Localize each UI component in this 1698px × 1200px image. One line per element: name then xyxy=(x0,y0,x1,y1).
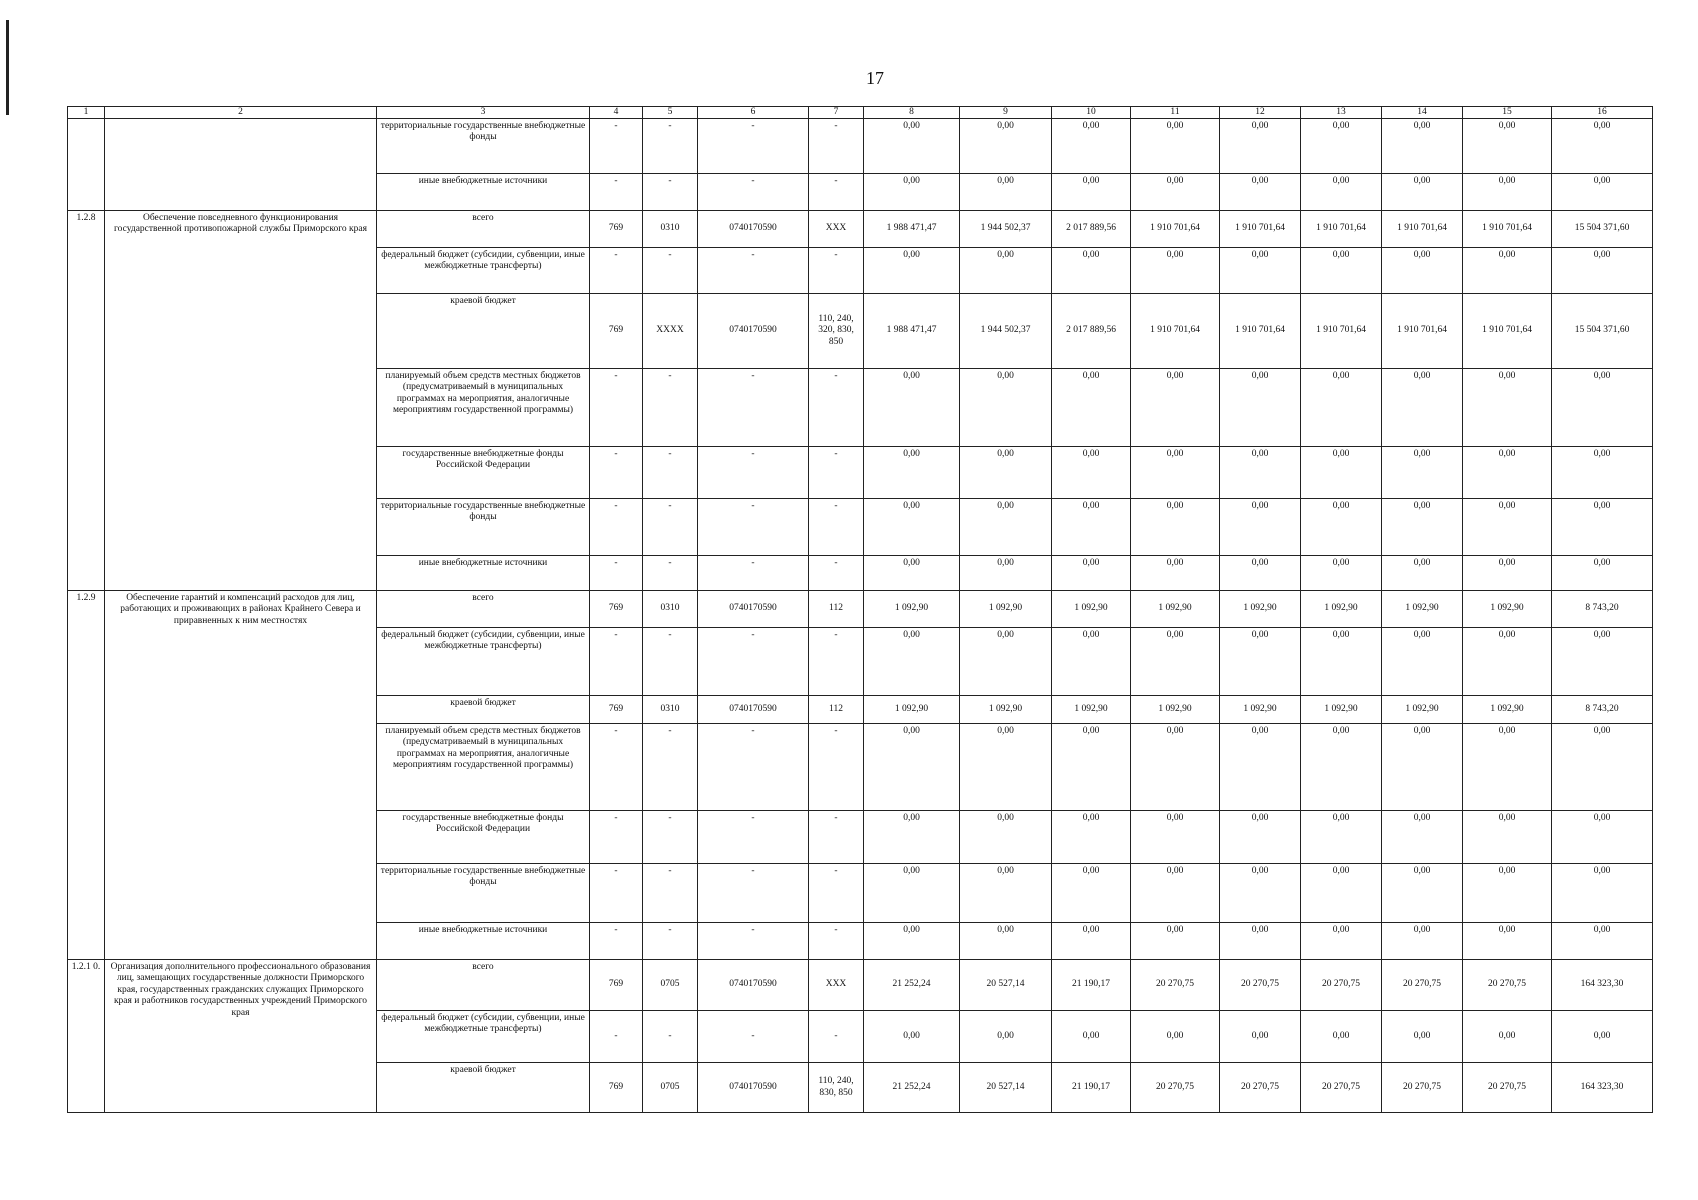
section-code: - xyxy=(643,864,698,923)
funding-source: всего xyxy=(377,211,590,248)
expense-type-code: - xyxy=(809,369,864,447)
amount-cell: 0,00 xyxy=(1220,119,1301,174)
amount-cell: 0,00 xyxy=(864,923,960,960)
target-article-code: 0740170590 xyxy=(698,294,809,369)
amount-cell: 0,00 xyxy=(1552,248,1653,294)
amount-cell: 20 270,75 xyxy=(1220,960,1301,1011)
amount-cell: 0,00 xyxy=(1301,923,1382,960)
amount-cell: 2 017 889,56 xyxy=(1052,211,1131,248)
amount-cell: 0,00 xyxy=(1131,811,1220,864)
amount-cell: 0,00 xyxy=(1052,1011,1131,1063)
expense-type-code: - xyxy=(809,724,864,811)
amount-cell: 0,00 xyxy=(1131,248,1220,294)
amount-cell: 0,00 xyxy=(1463,369,1552,447)
section-code: 0310 xyxy=(643,211,698,248)
section-code: - xyxy=(643,447,698,499)
target-article-code: - xyxy=(698,499,809,556)
amount-cell: 1 910 701,64 xyxy=(1301,294,1382,369)
amount-cell: 0,00 xyxy=(1552,628,1653,696)
amount-cell: 0,00 xyxy=(1052,248,1131,294)
section-code: - xyxy=(643,724,698,811)
amount-cell: 20 270,75 xyxy=(1131,1063,1220,1113)
amount-cell: 8 743,20 xyxy=(1552,591,1653,628)
amount-cell: 21 190,17 xyxy=(1052,960,1131,1011)
amount-cell: 0,00 xyxy=(1463,923,1552,960)
amount-cell: 0,00 xyxy=(1301,724,1382,811)
section-code: - xyxy=(643,499,698,556)
amount-cell: 1 092,90 xyxy=(1301,591,1382,628)
amount-cell: 15 504 371,60 xyxy=(1552,211,1653,248)
amount-cell: 0,00 xyxy=(1382,811,1463,864)
grbs-code: 769 xyxy=(590,211,643,248)
measure-number: 1.2.1 0. xyxy=(68,960,105,1113)
amount-cell: 1 910 701,64 xyxy=(1131,294,1220,369)
amount-cell: 0,00 xyxy=(1301,1011,1382,1063)
expense-type-code: 110, 240, 320, 830, 850 xyxy=(809,294,864,369)
amount-cell: 0,00 xyxy=(864,628,960,696)
amount-cell: 0,00 xyxy=(864,724,960,811)
amount-cell: 20 270,75 xyxy=(1463,960,1552,1011)
grbs-code: - xyxy=(590,811,643,864)
amount-cell: 0,00 xyxy=(864,174,960,211)
table-body xyxy=(68,119,1653,1113)
section-code: - xyxy=(643,248,698,294)
section-code: - xyxy=(643,369,698,447)
amount-cell: 1 092,90 xyxy=(1131,696,1220,724)
grbs-code: 769 xyxy=(590,591,643,628)
amount-cell: 164 323,30 xyxy=(1552,1063,1653,1113)
funding-source: государственные внебюджетные фонды Российской Федерации xyxy=(377,811,590,864)
amount-cell: 1 092,90 xyxy=(960,591,1052,628)
amount-cell: 0,00 xyxy=(1552,556,1653,591)
amount-cell: 1 092,90 xyxy=(864,591,960,628)
column-number-8: 8 xyxy=(864,107,960,119)
amount-cell: 0,00 xyxy=(1382,174,1463,211)
amount-cell: 1 092,90 xyxy=(1463,591,1552,628)
amount-cell: 0,00 xyxy=(1301,369,1382,447)
amount-cell: 0,00 xyxy=(960,1011,1052,1063)
target-article-code: - xyxy=(698,1011,809,1063)
amount-cell: 0,00 xyxy=(1301,864,1382,923)
table-row xyxy=(68,119,1653,174)
amount-cell: 0,00 xyxy=(1382,864,1463,923)
section-code: 0705 xyxy=(643,960,698,1011)
target-article-code: - xyxy=(698,447,809,499)
amount-cell: 0,00 xyxy=(960,628,1052,696)
amount-cell: 0,00 xyxy=(1552,499,1653,556)
amount-cell: 0,00 xyxy=(1463,811,1552,864)
expense-type-code: - xyxy=(809,1011,864,1063)
amount-cell: 21 190,17 xyxy=(1052,1063,1131,1113)
grbs-code: 769 xyxy=(590,1063,643,1113)
amount-cell: 0,00 xyxy=(1463,119,1552,174)
section-code: - xyxy=(643,174,698,211)
amount-cell: 0,00 xyxy=(864,369,960,447)
amount-cell: 0,00 xyxy=(1052,556,1131,591)
amount-cell: 1 910 701,64 xyxy=(1220,211,1301,248)
target-article-code: - xyxy=(698,724,809,811)
amount-cell: 0,00 xyxy=(1220,248,1301,294)
grbs-code: - xyxy=(590,628,643,696)
funding-source: иные внебюджетные источники xyxy=(377,174,590,211)
section-code: 0310 xyxy=(643,696,698,724)
amount-cell: 1 092,90 xyxy=(864,696,960,724)
budget-table xyxy=(67,106,1653,1113)
funding-source: территориальные государственные внебюджетные фонды xyxy=(377,499,590,556)
measure-name: Обеспечение повседневного функционирования государственной противопожарной службы Приморского края xyxy=(105,211,377,591)
funding-source: краевой бюджет xyxy=(377,294,590,369)
amount-cell: 0,00 xyxy=(1382,628,1463,696)
funding-source: территориальные государственные внебюджетные фонды xyxy=(377,864,590,923)
amount-cell: 0,00 xyxy=(1463,499,1552,556)
amount-cell: 0,00 xyxy=(1052,724,1131,811)
column-number-5: 5 xyxy=(643,107,698,119)
funding-source: иные внебюджетные источники xyxy=(377,556,590,591)
column-number-11: 11 xyxy=(1131,107,1220,119)
amount-cell: 0,00 xyxy=(1382,499,1463,556)
section-code: - xyxy=(643,923,698,960)
amount-cell: 1 092,90 xyxy=(1052,591,1131,628)
amount-cell: 0,00 xyxy=(960,864,1052,923)
grbs-code: - xyxy=(590,447,643,499)
amount-cell: 0,00 xyxy=(960,248,1052,294)
target-article-code: - xyxy=(698,369,809,447)
funding-source: краевой бюджет xyxy=(377,696,590,724)
amount-cell: 0,00 xyxy=(1382,556,1463,591)
amount-cell: 0,00 xyxy=(1052,628,1131,696)
amount-cell: 0,00 xyxy=(960,811,1052,864)
expense-type-code: - xyxy=(809,174,864,211)
measure-name: Обеспечение гарантий и компенсаций расходов для лиц, работающих и проживающих в районах Крайнего Севера и приравненных к ним местностях xyxy=(105,591,377,960)
section-code: - xyxy=(643,811,698,864)
amount-cell: 1 910 701,64 xyxy=(1382,211,1463,248)
amount-cell: 0,00 xyxy=(1220,864,1301,923)
expense-type-code: XXX xyxy=(809,960,864,1011)
target-article-code: 0740170590 xyxy=(698,1063,809,1113)
amount-cell: 20 270,75 xyxy=(1301,1063,1382,1113)
amount-cell: 20 527,14 xyxy=(960,960,1052,1011)
amount-cell: 0,00 xyxy=(1131,369,1220,447)
target-article-code: - xyxy=(698,923,809,960)
grbs-code: 769 xyxy=(590,960,643,1011)
amount-cell: 0,00 xyxy=(1301,811,1382,864)
target-article-code: 0740170590 xyxy=(698,211,809,248)
amount-cell: 0,00 xyxy=(864,1011,960,1063)
expense-type-code: - xyxy=(809,499,864,556)
funding-source: федеральный бюджет (субсидии, субвенции, иные межбюджетные трансферты) xyxy=(377,628,590,696)
amount-cell: 0,00 xyxy=(1131,628,1220,696)
column-number-15: 15 xyxy=(1463,107,1552,119)
grbs-code: - xyxy=(590,556,643,591)
amount-cell: 0,00 xyxy=(1382,923,1463,960)
amount-cell: 0,00 xyxy=(1552,724,1653,811)
amount-cell: 1 910 701,64 xyxy=(1220,294,1301,369)
amount-cell: 0,00 xyxy=(1131,724,1220,811)
amount-cell: 21 252,24 xyxy=(864,960,960,1011)
amount-cell: 0,00 xyxy=(1382,447,1463,499)
page-number: 17 xyxy=(866,68,884,88)
expense-type-code: XXX xyxy=(809,211,864,248)
amount-cell: 0,00 xyxy=(1052,119,1131,174)
amount-cell: 0,00 xyxy=(1052,864,1131,923)
column-number-12: 12 xyxy=(1220,107,1301,119)
amount-cell: 0,00 xyxy=(1552,923,1653,960)
amount-cell: 0,00 xyxy=(960,119,1052,174)
amount-cell: 0,00 xyxy=(1301,556,1382,591)
target-article-code: 0740170590 xyxy=(698,591,809,628)
amount-cell: 0,00 xyxy=(1220,369,1301,447)
table-row xyxy=(68,591,1653,628)
expense-type-code: 112 xyxy=(809,696,864,724)
amount-cell: 0,00 xyxy=(960,447,1052,499)
amount-cell: 0,00 xyxy=(960,923,1052,960)
amount-cell: 164 323,30 xyxy=(1552,960,1653,1011)
column-number-1: 1 xyxy=(68,107,105,119)
amount-cell: 0,00 xyxy=(1382,119,1463,174)
grbs-code: - xyxy=(590,248,643,294)
amount-cell: 0,00 xyxy=(1052,369,1131,447)
column-number-16: 16 xyxy=(1552,107,1653,119)
grbs-code: 769 xyxy=(590,696,643,724)
amount-cell: 20 270,75 xyxy=(1301,960,1382,1011)
amount-cell: 20 270,75 xyxy=(1463,1063,1552,1113)
section-code: 0310 xyxy=(643,591,698,628)
amount-cell: 0,00 xyxy=(960,174,1052,211)
funding-source: федеральный бюджет (субсидии, субвенции, иные межбюджетные трансферты) xyxy=(377,1011,590,1063)
funding-source: планируемый объем средств местных бюджетов (предусматриваемый в муниципальных программах на мероприятия, аналогичные мероприятиям государственной программы) xyxy=(377,369,590,447)
section-code: XXXX xyxy=(643,294,698,369)
amount-cell: 20 270,75 xyxy=(1131,960,1220,1011)
target-article-code: - xyxy=(698,174,809,211)
amount-cell: 0,00 xyxy=(1301,174,1382,211)
amount-cell: 0,00 xyxy=(1131,556,1220,591)
amount-cell: 0,00 xyxy=(1382,369,1463,447)
expense-type-code: - xyxy=(809,248,864,294)
amount-cell: 0,00 xyxy=(960,499,1052,556)
amount-cell: 0,00 xyxy=(1552,174,1653,211)
amount-cell: 0,00 xyxy=(1052,923,1131,960)
target-article-code: - xyxy=(698,628,809,696)
amount-cell: 0,00 xyxy=(1220,923,1301,960)
amount-cell: 0,00 xyxy=(1552,864,1653,923)
amount-cell: 1 092,90 xyxy=(1382,696,1463,724)
amount-cell: 0,00 xyxy=(960,556,1052,591)
amount-cell: 0,00 xyxy=(1220,556,1301,591)
amount-cell: 1 988 471,47 xyxy=(864,211,960,248)
funding-source: государственные внебюджетные фонды Российской Федерации xyxy=(377,447,590,499)
column-number-14: 14 xyxy=(1382,107,1463,119)
column-number-7: 7 xyxy=(809,107,864,119)
amount-cell: 1 910 701,64 xyxy=(1463,294,1552,369)
amount-cell: 0,00 xyxy=(1552,447,1653,499)
amount-cell: 0,00 xyxy=(1463,864,1552,923)
section-code: 0705 xyxy=(643,1063,698,1113)
amount-cell: 0,00 xyxy=(864,499,960,556)
expense-type-code: 110, 240, 830, 850 xyxy=(809,1063,864,1113)
target-article-code: - xyxy=(698,864,809,923)
amount-cell: 1 092,90 xyxy=(1463,696,1552,724)
amount-cell: 0,00 xyxy=(1220,174,1301,211)
section-code: - xyxy=(643,556,698,591)
amount-cell: 0,00 xyxy=(864,556,960,591)
grbs-code: - xyxy=(590,369,643,447)
section-code: - xyxy=(643,119,698,174)
measure-number xyxy=(68,119,105,211)
amount-cell: 0,00 xyxy=(1220,499,1301,556)
amount-cell: 1 910 701,64 xyxy=(1131,211,1220,248)
amount-cell: 1 910 701,64 xyxy=(1301,211,1382,248)
amount-cell: 1 910 701,64 xyxy=(1382,294,1463,369)
column-number-13: 13 xyxy=(1301,107,1382,119)
amount-cell: 0,00 xyxy=(1052,174,1131,211)
grbs-code: - xyxy=(590,499,643,556)
amount-cell: 0,00 xyxy=(1131,174,1220,211)
amount-cell: 0,00 xyxy=(864,811,960,864)
amount-cell: 20 527,14 xyxy=(960,1063,1052,1113)
amount-cell: 8 743,20 xyxy=(1552,696,1653,724)
amount-cell: 0,00 xyxy=(864,864,960,923)
amount-cell: 20 270,75 xyxy=(1382,960,1463,1011)
amount-cell: 0,00 xyxy=(1301,447,1382,499)
amount-cell: 0,00 xyxy=(1463,628,1552,696)
amount-cell: 0,00 xyxy=(1131,1011,1220,1063)
target-article-code: 0740170590 xyxy=(698,696,809,724)
amount-cell: 21 252,24 xyxy=(864,1063,960,1113)
amount-cell: 0,00 xyxy=(1382,724,1463,811)
amount-cell: 1 910 701,64 xyxy=(1463,211,1552,248)
grbs-code: - xyxy=(590,864,643,923)
amount-cell: 0,00 xyxy=(1463,724,1552,811)
amount-cell: 0,00 xyxy=(1301,499,1382,556)
expense-type-code: - xyxy=(809,628,864,696)
amount-cell: 0,00 xyxy=(1220,628,1301,696)
amount-cell: 0,00 xyxy=(1552,119,1653,174)
funding-source: всего xyxy=(377,591,590,628)
amount-cell: 0,00 xyxy=(1131,119,1220,174)
amount-cell: 0,00 xyxy=(1463,447,1552,499)
table-row xyxy=(68,211,1653,248)
expense-type-code: - xyxy=(809,923,864,960)
expense-type-code: - xyxy=(809,811,864,864)
expense-type-code: - xyxy=(809,556,864,591)
target-article-code: - xyxy=(698,556,809,591)
measure-number: 1.2.8 xyxy=(68,211,105,591)
funding-source: всего xyxy=(377,960,590,1011)
amount-cell: 0,00 xyxy=(1131,923,1220,960)
amount-cell: 1 092,90 xyxy=(1382,591,1463,628)
amount-cell: 20 270,75 xyxy=(1382,1063,1463,1113)
amount-cell: 1 944 502,37 xyxy=(960,294,1052,369)
column-number-4: 4 xyxy=(590,107,643,119)
amount-cell: 0,00 xyxy=(1131,447,1220,499)
amount-cell: 1 092,90 xyxy=(1220,591,1301,628)
amount-cell: 1 092,90 xyxy=(1301,696,1382,724)
funding-source: планируемый объем средств местных бюджетов (предусматриваемый в муниципальных программах на мероприятия, аналогичные мероприятиям государственной программы) xyxy=(377,724,590,811)
amount-cell: 0,00 xyxy=(1463,1011,1552,1063)
amount-cell: 0,00 xyxy=(1220,811,1301,864)
amount-cell: 1 944 502,37 xyxy=(960,211,1052,248)
grbs-code: - xyxy=(590,119,643,174)
amount-cell: 0,00 xyxy=(1301,119,1382,174)
amount-cell: 2 017 889,56 xyxy=(1052,294,1131,369)
amount-cell: 0,00 xyxy=(1052,811,1131,864)
amount-cell: 0,00 xyxy=(1463,174,1552,211)
column-number-9: 9 xyxy=(960,107,1052,119)
amount-cell: 0,00 xyxy=(1220,724,1301,811)
amount-cell: 0,00 xyxy=(864,119,960,174)
amount-cell: 0,00 xyxy=(960,369,1052,447)
amount-cell: 20 270,75 xyxy=(1220,1063,1301,1113)
column-number-6: 6 xyxy=(698,107,809,119)
amount-cell: 0,00 xyxy=(960,724,1052,811)
measure-name: Организация дополнительного профессионального образования лиц, замещающих государственные должности Приморского края, государственных гражданских служащих Приморского края и работников государственных учреждений Приморского края xyxy=(105,960,377,1113)
column-number-row xyxy=(68,107,1653,119)
expense-type-code: - xyxy=(809,447,864,499)
amount-cell: 0,00 xyxy=(1463,248,1552,294)
amount-cell: 0,00 xyxy=(1301,628,1382,696)
amount-cell: 0,00 xyxy=(1301,248,1382,294)
amount-cell: 0,00 xyxy=(1131,499,1220,556)
measure-number: 1.2.9 xyxy=(68,591,105,960)
column-number-10: 10 xyxy=(1052,107,1131,119)
amount-cell: 1 092,90 xyxy=(960,696,1052,724)
amount-cell: 1 092,90 xyxy=(1220,696,1301,724)
amount-cell: 0,00 xyxy=(1220,447,1301,499)
amount-cell: 15 504 371,60 xyxy=(1552,294,1653,369)
grbs-code: - xyxy=(590,724,643,811)
expense-type-code: - xyxy=(809,119,864,174)
funding-source: краевой бюджет xyxy=(377,1063,590,1113)
target-article-code: - xyxy=(698,248,809,294)
amount-cell: 0,00 xyxy=(864,447,960,499)
section-code: - xyxy=(643,628,698,696)
measure-name xyxy=(105,119,377,211)
amount-cell: 0,00 xyxy=(1552,369,1653,447)
grbs-code: - xyxy=(590,923,643,960)
expense-type-code: 112 xyxy=(809,591,864,628)
section-code: - xyxy=(643,1011,698,1063)
amount-cell: 1 092,90 xyxy=(1131,591,1220,628)
amount-cell: 0,00 xyxy=(1220,1011,1301,1063)
funding-source: территориальные государственные внебюджетные фонды xyxy=(377,119,590,174)
amount-cell: 0,00 xyxy=(1382,1011,1463,1063)
grbs-code: - xyxy=(590,1011,643,1063)
grbs-code: 769 xyxy=(590,294,643,369)
grbs-code: - xyxy=(590,174,643,211)
amount-cell: 1 988 471,47 xyxy=(864,294,960,369)
expense-type-code: - xyxy=(809,864,864,923)
amount-cell: 0,00 xyxy=(1382,248,1463,294)
funding-source: иные внебюджетные источники xyxy=(377,923,590,960)
target-article-code: - xyxy=(698,811,809,864)
target-article-code: 0740170590 xyxy=(698,960,809,1011)
amount-cell: 0,00 xyxy=(864,248,960,294)
funding-source: федеральный бюджет (субсидии, субвенции, иные межбюджетные трансферты) xyxy=(377,248,590,294)
amount-cell: 0,00 xyxy=(1552,811,1653,864)
amount-cell: 1 092,90 xyxy=(1052,696,1131,724)
table-row xyxy=(68,960,1653,1011)
target-article-code: - xyxy=(698,119,809,174)
column-number-2: 2 xyxy=(105,107,377,119)
amount-cell: 0,00 xyxy=(1052,447,1131,499)
amount-cell: 0,00 xyxy=(1552,1011,1653,1063)
column-number-3: 3 xyxy=(377,107,590,119)
amount-cell: 0,00 xyxy=(1463,556,1552,591)
amount-cell: 0,00 xyxy=(1052,499,1131,556)
amount-cell: 0,00 xyxy=(1131,864,1220,923)
